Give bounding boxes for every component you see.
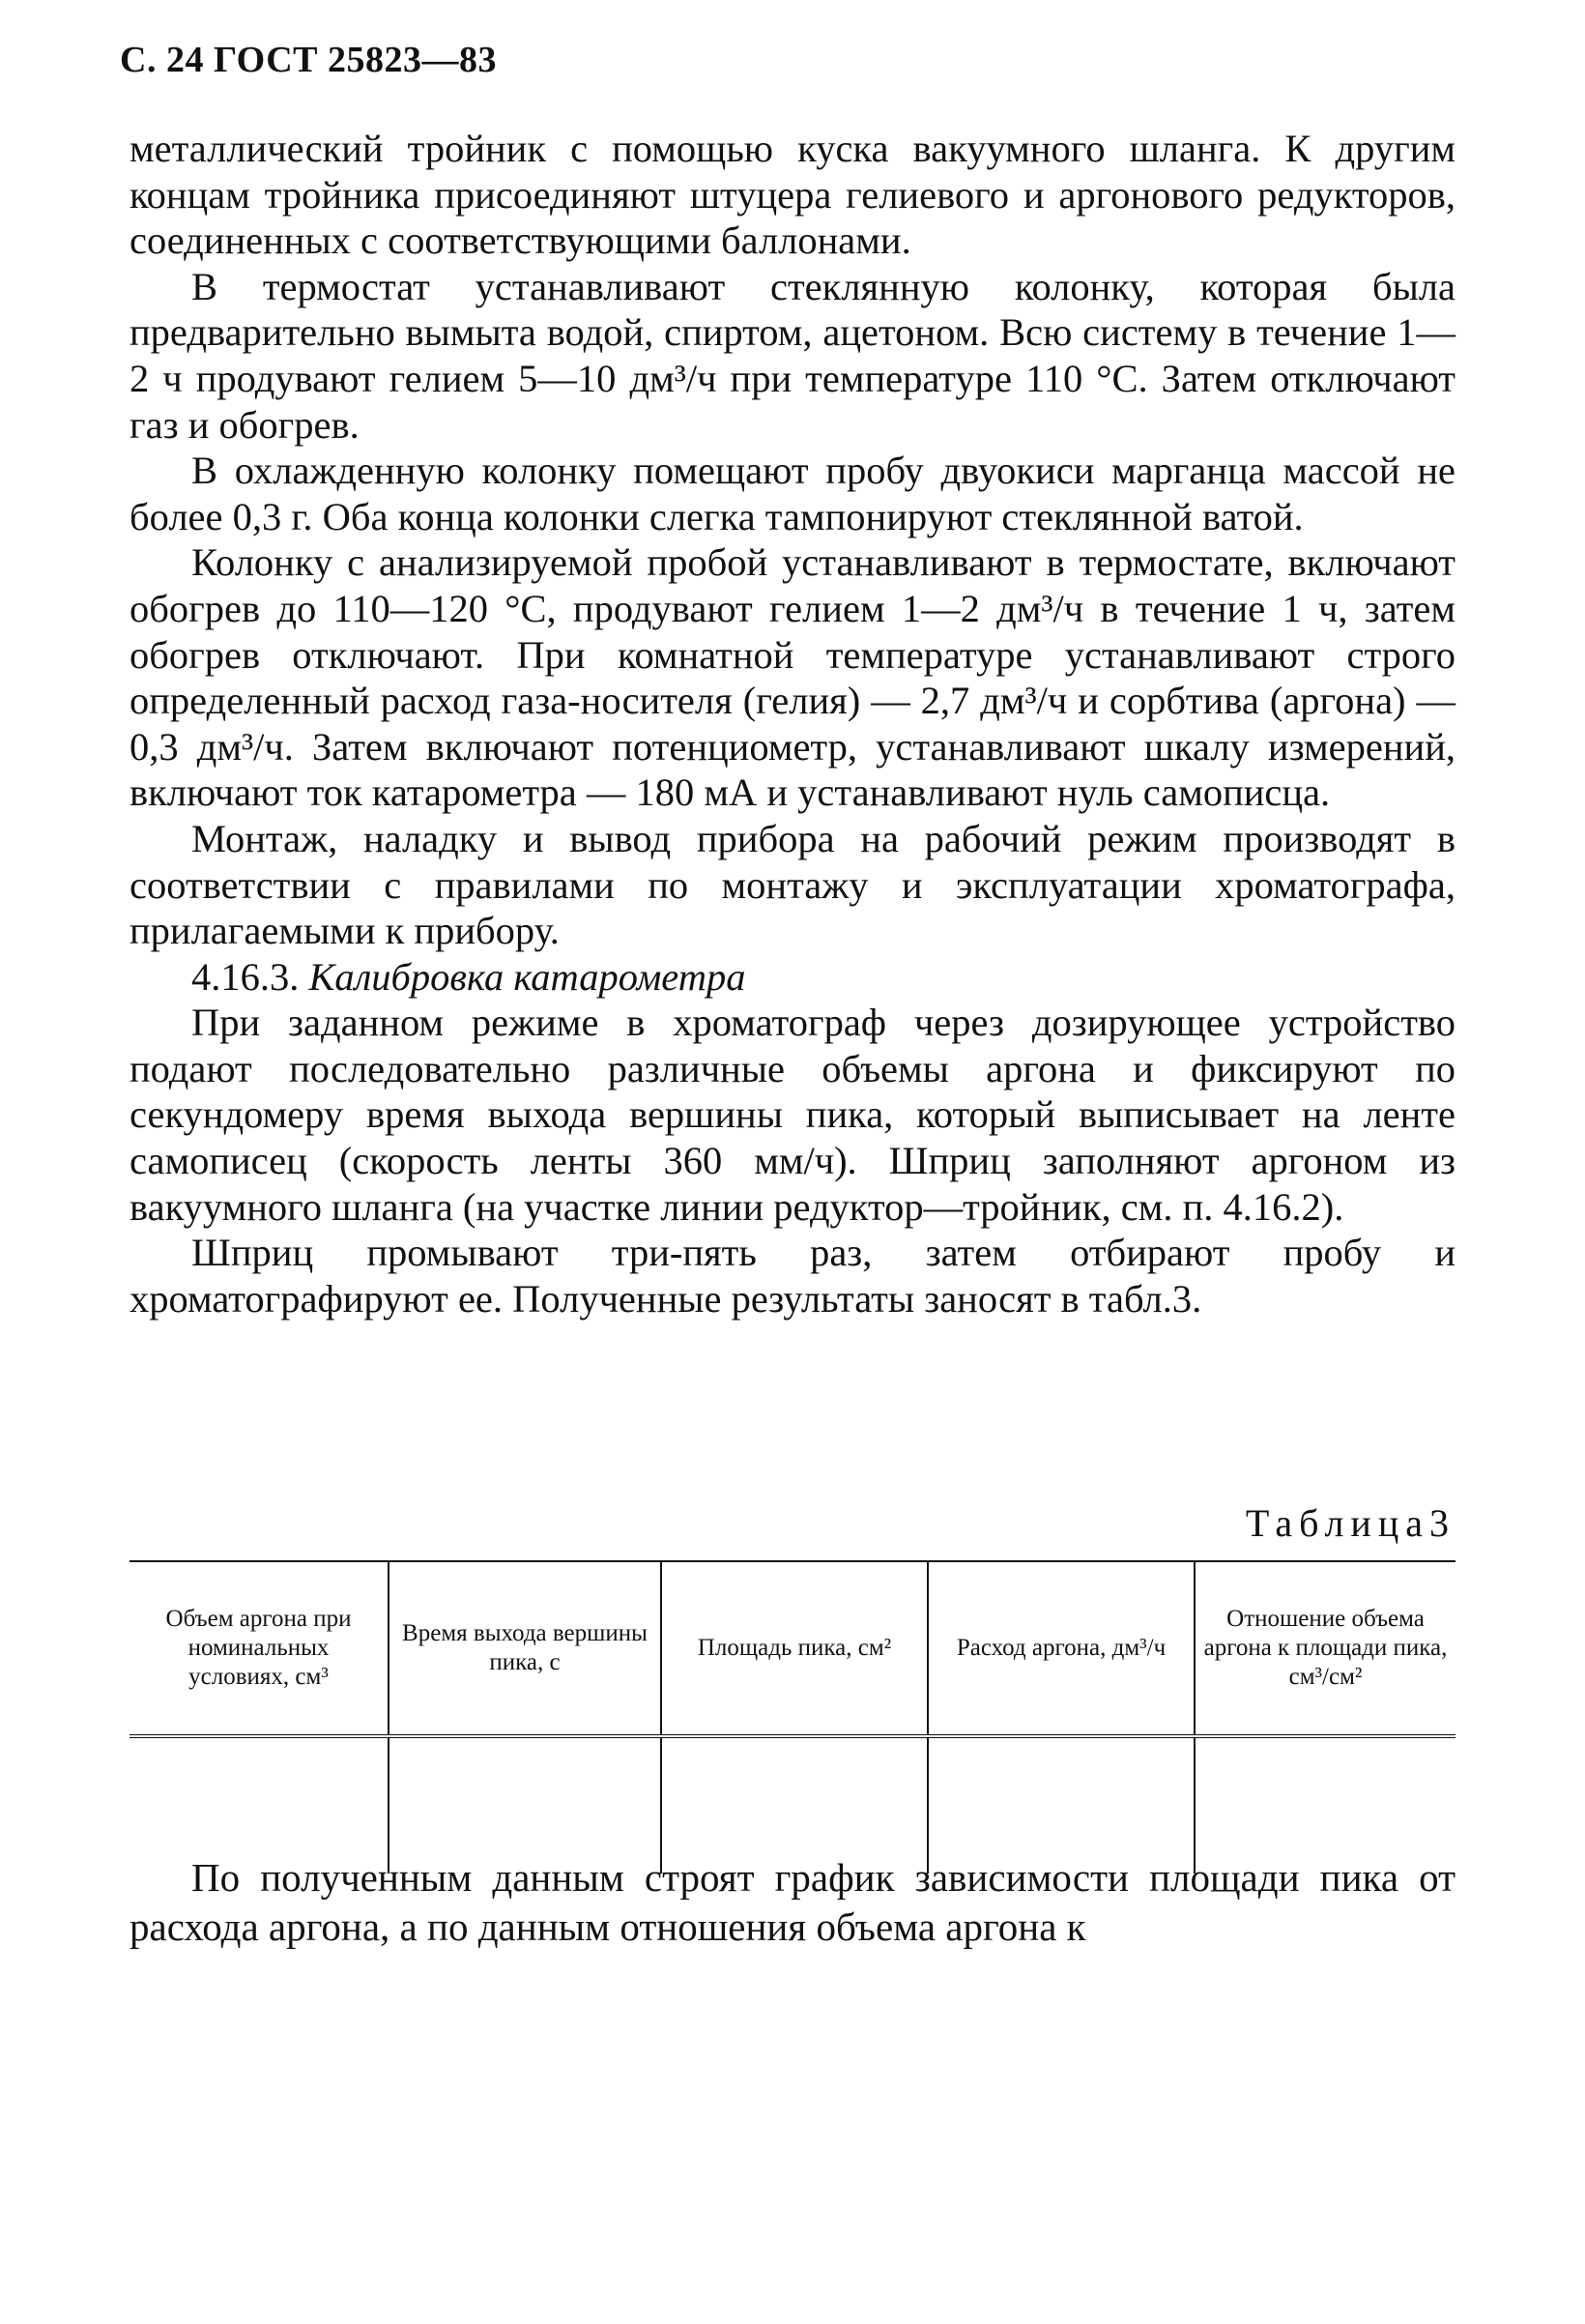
results-table [130, 1560, 1455, 1874]
paragraph-sample: В охлажденную колонку помещают пробу двуокиси марганца массой не более 0,3 г. Оба конца колонки слегка тампонируют стеклянной ватой. [130, 449, 1455, 538]
table-header-cell: Площадь пика, см² [661, 1561, 928, 1736]
paragraph-syringe: Шприц промывают три-пять раз, затем отбирают пробу и хроматографируют ее. Полученные результаты заносят в табл.3. [130, 1231, 1455, 1321]
paragraph-column-setup: Колонку с анализируемой пробой устанавливают в термостате, включают обогрев до 110—120 °С, продувают гелием 1—2 дм³/ч в течение 1 ч, затем обогрев отключают. При комнатной температуре устанавливают строго определенный расход газа-носителя (гелия) — 2,7 дм³/ч и сорбтива (аргона) — 0,3 дм³/ч. Затем включают потенциометр, устанавливают шкалу измерений, включают ток катарометра — 180 мА и устанавливают нуль самописца. [130, 540, 1455, 815]
paragraph-calibration: При заданном режиме в хроматограф через дозирующее устройство подают последовательно различные объемы аргона и фиксируют по секундомеру время выхода вершины пика, который выписывает на ленте самописец (скорость ленты 360 мм/ч). Шприц заполняют аргоном из вакуумного шланга (на участке линии редуктор—тройник, см. п. 4.16.2). [130, 1001, 1455, 1229]
page-header: С. 24 ГОСТ 25823—83 [120, 40, 497, 80]
body-text [130, 126, 1455, 1322]
section-number: 4.16.3. [191, 954, 300, 999]
section-heading [130, 954, 1455, 1001]
table-header-row [130, 1561, 1455, 1736]
paragraph-continuation: металлический тройник с помощью куска вакуумного шланга. К другим концам тройника присоединяют штуцера гелиевого и аргонового редукторов, соединенных с соответствующими баллонами. [130, 127, 1455, 263]
table-caption: Таблица3 [1245, 1501, 1455, 1545]
table-header-cell: Расход аргона, дм³/ч [928, 1561, 1195, 1736]
section-title: Калибровка катарометра [308, 954, 746, 999]
table-header-cell: Объем аргона при номинальных условиях, см³ [130, 1561, 389, 1736]
paragraph-installation: Монтаж, наладку и вывод прибора на рабочий режим производят в соответствии с правилами по монтажу и эксплуатации хроматографа, прилагаемыми к прибору. [130, 816, 1455, 953]
table-header-cell: Отношение объема аргона к площади пика, см³/см² [1195, 1561, 1455, 1736]
paragraph-thermostat: В термостат устанавливают стеклянную колонку, которая была предварительно вымыта водой, спиртом, ацетоном. Всю систему в течение 1—2 ч продувают гелием 5—10 дм³/ч при температуре 110 °С. Затем отключают газ и обогрев. [130, 264, 1455, 447]
paragraph-graph: По полученным данным строят график зависимости площади пика от расхода аргона, а по данным отношения объема аргона к [130, 1855, 1455, 1949]
table-header-cell: Время выхода вершины пика, с [389, 1561, 661, 1736]
after-table-text [130, 1853, 1455, 1952]
